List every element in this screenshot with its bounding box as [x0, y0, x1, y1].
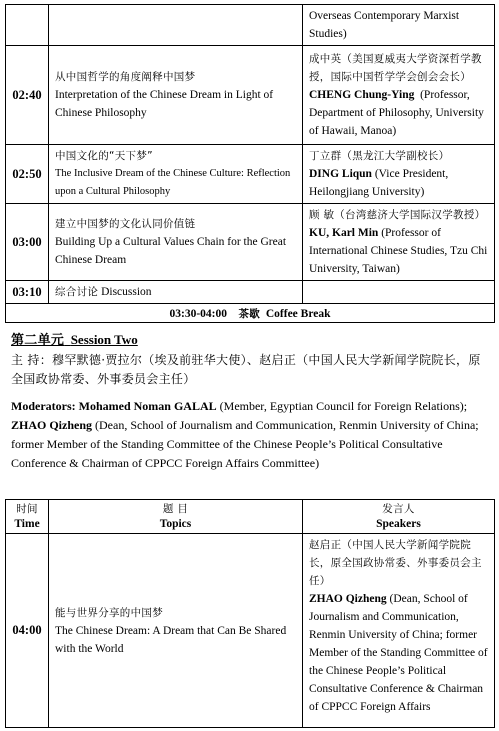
speaker-info-zh: 赵启正（中国人民大学新闻学院院长，原全国政协常委、外事委员会主任） — [309, 539, 482, 587]
speaker-cell — [303, 204, 495, 281]
speaker-cell — [303, 145, 495, 204]
moderators-label: Moderators: — [11, 399, 76, 413]
schedule-table-session-two — [5, 499, 495, 728]
table-header-row — [6, 500, 495, 534]
session-title-zh: 第二单元 — [11, 333, 65, 348]
time-cell: 03:10 — [6, 281, 49, 304]
time-cell — [6, 5, 49, 46]
table-row — [6, 204, 495, 281]
topic-title-zh: 建立中国梦的文化认同价值链 — [55, 218, 196, 230]
header-speakers — [303, 500, 495, 534]
topic-title-en: The Inclusive Dream of the Chinese Culture: Reflection upon a Cultural Philosophy — [55, 168, 291, 197]
speaker-affiliation: (Dean, School of Journalism and Communication, Renmin University of China; former Member of the Standing Committee of the Chinese People’s Political Consultative Conference & Chairman of CPPCC Foreign Affairs — [309, 593, 488, 713]
topic-title-en: Building Up a Cultural Values Chain for the Great Chinese Dream — [55, 236, 287, 266]
topic-cell — [49, 281, 303, 304]
chair-zh: 主 持：穆罕默德·贾拉尔（埃及前驻华大使）、赵启正（中国人民大学新闻学院院长，原全国政协常委、外事委员会主任） — [11, 353, 481, 386]
topic-title-en: Discussion — [101, 286, 152, 298]
table-row — [6, 46, 495, 145]
coffee-break-en: Coffee Break — [265, 307, 331, 320]
session-heading — [11, 330, 491, 350]
speaker-affiliation: (Professor of International Chinese Studies, Tzu Chi University, Taiwan) — [309, 227, 488, 275]
moderator-name: ZHAO Qizheng — [11, 418, 93, 432]
topic-title-zh: 中国文化的“天下梦” — [55, 150, 153, 162]
coffee-break-row — [6, 304, 495, 323]
time-cell: 02:50 — [6, 145, 49, 204]
speaker-name: ZHAO Qizheng — [309, 593, 387, 605]
table-row — [6, 5, 495, 46]
coffee-break-cell — [6, 304, 495, 323]
speaker-name: CHENG Chung-Ying — [309, 89, 415, 101]
header-topics — [49, 500, 303, 534]
moderator-affiliation: (Dean, School of Journalism and Communication, Renmin University of China; former Member of the Standing Committee of the Chinese People’s Political Consultative Conference & Chairman of CPPCC Foreign Affairs Committee) — [11, 418, 479, 470]
speaker-name: KU, Karl Min — [309, 227, 379, 239]
speaker-cell — [303, 5, 495, 46]
speaker-cell — [303, 46, 495, 145]
speaker-affiliation: Overseas Contemporary Marxist Studies) — [309, 10, 460, 40]
time-cell: 02:40 — [6, 46, 49, 145]
coffee-break-zh: 茶歇 — [238, 307, 261, 320]
table-row — [6, 145, 495, 204]
session-title-en: Session Two — [70, 332, 138, 347]
speaker-info-zh: 成中英（美国夏威夷大学资深哲学教授，国际中国哲学学会创会会长） — [309, 53, 482, 83]
header-time-zh: 时间 — [16, 502, 38, 515]
topic-cell — [49, 5, 303, 46]
topic-title-en: Interpretation of the Chinese Dream in Light of Chinese Philosophy — [55, 89, 274, 119]
speaker-name: DING Liqun — [309, 168, 372, 180]
table-row — [6, 534, 495, 728]
moderators-block — [11, 397, 491, 473]
topic-title-zh: 从中国哲学的角度阐释中国梦 — [55, 71, 196, 83]
topic-title-en: The Chinese Dream: A Dream that Can Be Shared with the World — [55, 624, 287, 655]
speaker-info-zh: 丁立群（黑龙江大学副校长） — [309, 150, 450, 162]
header-speakers-en: Speakers — [376, 517, 421, 530]
moderator-name: Mohamed Noman GALAL — [78, 399, 217, 413]
header-time — [6, 500, 49, 534]
moderator-affiliation: (Member, Egyptian Council for Foreign Relations); — [219, 399, 468, 413]
topic-cell — [49, 534, 303, 728]
speaker-cell — [303, 281, 495, 304]
header-speakers-zh: 发言人 — [382, 502, 415, 515]
time-cell: 04:00 — [6, 534, 49, 728]
time-cell: 03:00 — [6, 204, 49, 281]
table-row — [6, 281, 495, 304]
topic-cell — [49, 204, 303, 281]
header-topics-en: Topics — [159, 517, 192, 530]
coffee-break-time: 03:30-04:00 — [169, 307, 227, 320]
speaker-info-zh: 顾 敏（台湾慈济大学国际汉学教授） — [309, 209, 486, 221]
topic-cell — [49, 46, 303, 145]
topic-title-zh: 综合讨论 — [55, 286, 99, 298]
schedule-table-session-one — [5, 4, 495, 323]
header-time-en: Time — [14, 517, 40, 530]
speaker-cell — [303, 534, 495, 728]
header-topics-zh: 题 目 — [162, 502, 189, 515]
speaker-affiliation: (Professor, Department of Philosophy, University of Hawaii, Manoa) — [309, 89, 484, 137]
topic-title-zh: 能与世界分享的中国梦 — [55, 606, 163, 619]
topic-cell — [49, 145, 303, 204]
speaker-affiliation: (Vice President, Heilongjiang University) — [309, 168, 449, 198]
